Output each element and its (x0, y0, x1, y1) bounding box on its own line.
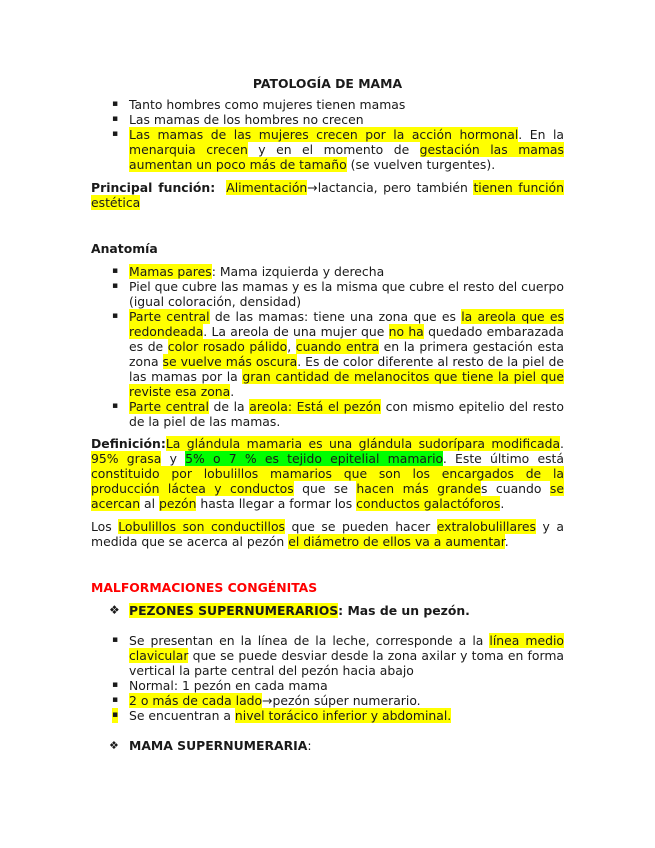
highlight: : Está el pezón (287, 399, 382, 414)
malformaciones-heading: MALFORMACIONES CONGÉNITAS (91, 580, 318, 595)
pezones-section (91, 633, 564, 723)
list-item: ▪ Las mamas de los hombres no crecen (91, 112, 564, 127)
arrow-icon: → (262, 693, 273, 708)
highlight: extralobulillares (436, 519, 536, 534)
highlight: Las mamas de las mujeres crecen por la acción hormonal (129, 127, 519, 142)
highlight: nivel torácico inferior y abdominal. (234, 708, 452, 723)
highlight: gestación las mamas aumentan un poco más de tamaño (129, 142, 564, 172)
list-item: ▪ Normal: 1 pezón en cada mama (91, 678, 564, 693)
highlight: Lobulillos son conductillos (118, 519, 285, 534)
list-item: ▪ Mamas pares: Mama izquierda y derecha (91, 264, 564, 279)
highlight: Parte central (129, 309, 210, 324)
list-item: ▪ Se presentan en la línea de la leche, corresponde a la línea medio clavicular que se puede desviar desde la zona axilar y toma en forma vertical la parte central del pezón hacia abajo (91, 633, 564, 678)
highlight: constituido por lobulillos mamarios que son los encargados de la producción láctea y conductos (91, 466, 564, 496)
highlight: areola (249, 399, 288, 414)
diamond-bullet-icon: ❖ (109, 603, 120, 617)
diamond-outline-bullet-icon: ❖ (109, 739, 119, 752)
green-highlight: 5% o 7 % es tejido epitelial mamario (185, 451, 443, 466)
highlight: la areola que es redondeada (129, 309, 564, 339)
highlight: se vuelve más oscura (162, 354, 298, 369)
highlight: línea medio clavicular (129, 633, 564, 663)
highlight: cuando entra (295, 339, 379, 354)
highlight: pezón (159, 496, 197, 511)
list-item: ▪ Parte central de las mamas: tiene una zona que es la areola que es redondeada. La areola de una mujer que no ha quedado embarazada es de color rosado pálido, cuando entra en la primera gestación esta zona se vuelve más oscura. Es de color diferente al resto de la piel de las mamas por la gran cantidad de melanocitos que tiene la piel que reviste esa zona. (91, 309, 564, 399)
arrow-icon: → (307, 180, 318, 195)
list-item: ▪ Se encuentran a nivel torácico inferior y abdominal. (91, 708, 564, 723)
list-item: ▪ Parte central de la areola: Está el pezón con mismo epitelio del resto de la piel de las mamas. (91, 399, 564, 429)
highlight: color rosado pálido (167, 339, 288, 354)
funcion-paragraph: Principal función: Alimentación→lactancia, pero también tienen función estética (91, 180, 564, 210)
highlight: no ha (388, 324, 424, 339)
highlight: menarquia crecen (129, 142, 248, 157)
highlight: hacen más grande (356, 481, 482, 496)
highlight: 95% grasa (91, 451, 162, 466)
list-item: ▪ Piel que cubre las mamas y es la misma que cubre el resto del cuerpo (igual coloración, densidad) (91, 279, 564, 309)
highlight: Mamas pares (129, 264, 212, 279)
highlight: Parte central (129, 399, 209, 414)
highlight: Alimentación (226, 180, 308, 195)
highlight: gran cantidad de melanocitos que tiene la piel que reviste esa zona (129, 369, 564, 399)
intro-section (91, 97, 564, 172)
highlight: 2 o más de cada lado (129, 693, 263, 708)
funcion-label: Principal función: (91, 180, 216, 195)
highlight: La glándula mamaria es una glándula sudorípara modificada (165, 436, 561, 451)
anatomia-heading: Anatomía (91, 241, 158, 256)
highlight: conductos galactóforos (356, 496, 501, 511)
lobulillos-paragraph: Los Lobulillos son conductillos que se pueden hacer extralobulillares y a medida que se acerca al pezón el diámetro de ellos va a aumentar. (91, 519, 564, 549)
list-item: ▪ 2 o más de cada lado→pezón súper numerario. (91, 693, 564, 708)
list-item: ▪ Las mamas de las mujeres crecen por la acción hormonal. En la menarquia crecen y en el momento de gestación las mamas aumentan un poco más de tamaño (se vuelven turgentes). (91, 127, 564, 172)
anatomia-section (91, 264, 564, 429)
page-title: PATOLOGÍA DE MAMA (252, 76, 403, 91)
definicion-paragraph: Definición:La glándula mamaria es una glándula sudorípara modificada. 95% grasa y 5% o 7 % es tejido epitelial mamario. Este último está constituido por lobulillos mamarios que son los encargados de la producción láctea y conductos que se hacen más grandes cuando se acercan al pezón hasta llegar a formar los conductos galactóforos. (91, 436, 564, 511)
highlight: el diámetro de ellos va a aumentar (288, 534, 505, 549)
highlight: se acercan (91, 481, 564, 511)
definicion-label: Definición: (91, 436, 166, 451)
list-item: ▪ Tanto hombres como mujeres tienen mamas (91, 97, 564, 112)
highlight: tienen función estética (91, 180, 564, 210)
highlight: PEZONES SUPERNUMERARIOS (129, 603, 339, 618)
